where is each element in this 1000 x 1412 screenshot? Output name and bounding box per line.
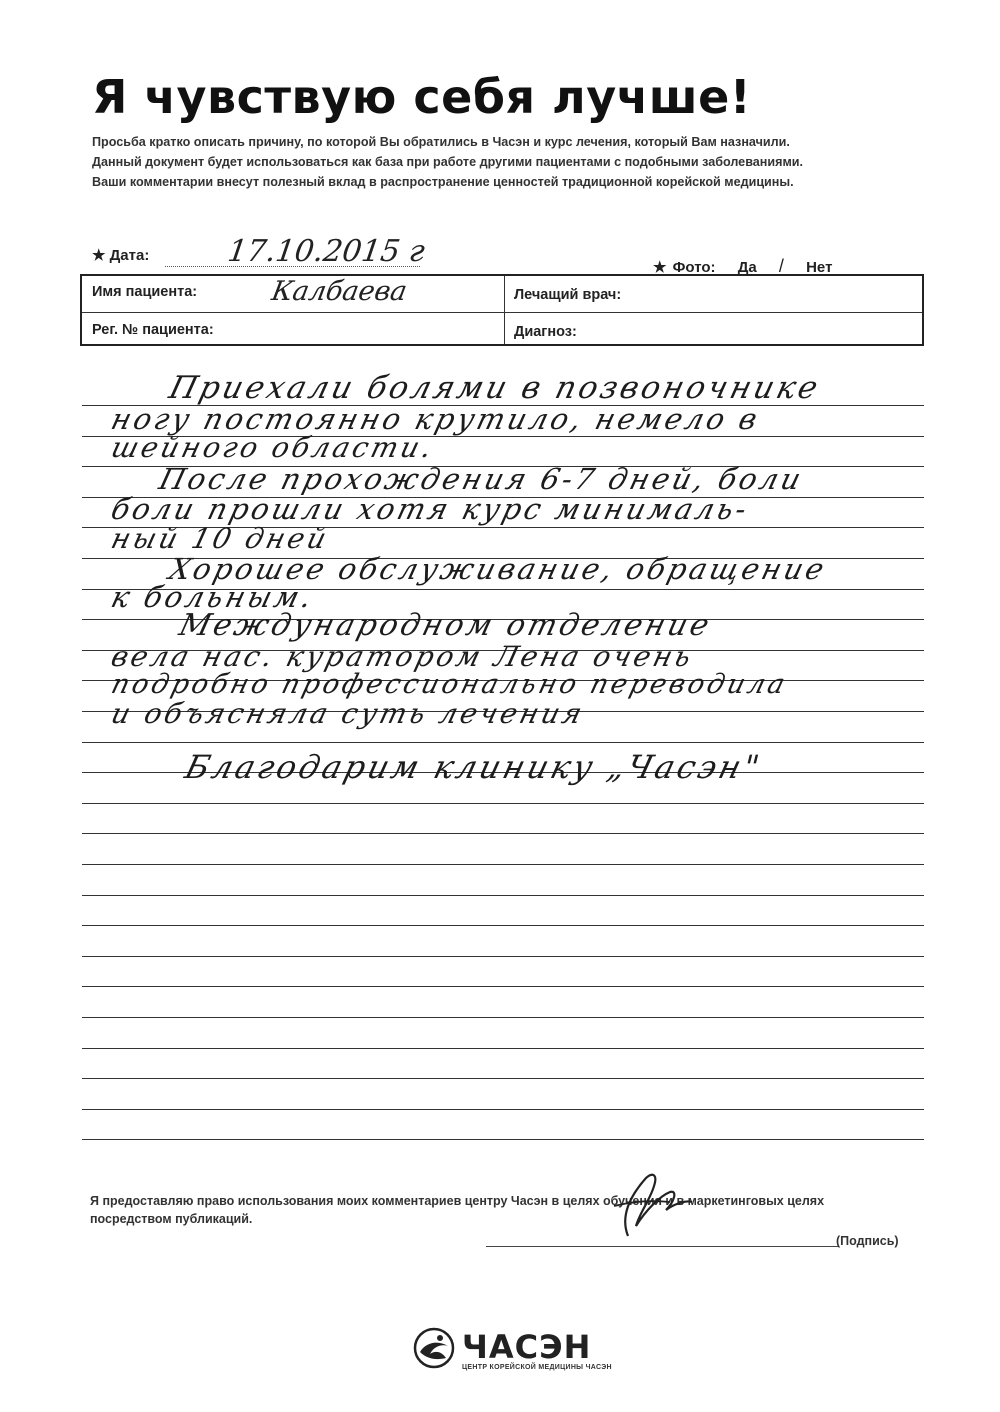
ruled-line	[82, 895, 924, 896]
consent-line: Я предоставляю право использования моих комментариев центру Часэн в целях обучения и в маркетинговых целях	[90, 1194, 825, 1208]
review-line: боли прошли хотя курс минималь-	[107, 492, 754, 526]
patient-info-table	[80, 274, 924, 346]
table-divider	[504, 276, 505, 344]
patient-name-value: Калбаева	[269, 276, 410, 307]
ruled-line	[82, 1078, 924, 1079]
diagnosis-label: Диагноз:	[514, 324, 577, 340]
photo-separator: /	[778, 256, 784, 276]
table-divider	[82, 312, 922, 313]
ruled-line	[82, 742, 924, 743]
star-icon: ★	[653, 259, 667, 276]
ruled-line	[82, 1017, 924, 1018]
review-line: подробно профессионально переводила	[108, 669, 791, 700]
logo-subtitle: ЦЕНТР КОРЕЙСКОЙ МЕДИЦИНЫ ЧАСЭН	[462, 1364, 612, 1371]
ruled-line	[82, 925, 924, 926]
intro-line: Данный документ будет использоваться как база при работе другими пациентами с подобными заболеваниями.	[92, 155, 804, 169]
chasen-logo-icon	[412, 1326, 456, 1370]
ruled-line	[82, 1109, 924, 1110]
intro-text	[92, 132, 942, 192]
photo-label: Фото:	[672, 259, 716, 276]
ruled-line	[82, 1048, 924, 1049]
ruled-line	[82, 803, 924, 804]
intro-line: Ваши комментарии внесут полезный вклад в распространение ценностей традиционной корейской медицины.	[92, 175, 794, 189]
review-line: Благодарим клинику „Часэн"	[181, 748, 766, 786]
review-line: Международном отделение	[175, 608, 716, 643]
photo-yes-option[interactable]: Да	[737, 259, 757, 276]
date-field	[92, 246, 149, 264]
ruled-line	[82, 833, 924, 834]
star-icon: ★	[92, 247, 106, 264]
review-line: После прохождения 6-7 дней, боли	[155, 462, 808, 496]
review-line: и объясняла суть лечения	[107, 697, 589, 730]
doctor-label: Лечащий врач:	[514, 287, 622, 303]
logo-name: ЧАСЭН	[462, 1328, 592, 1366]
review-line: вела нас. куратором Лена очень	[107, 640, 698, 673]
signature-label: (Подпись)	[836, 1234, 899, 1248]
review-line: к больным.	[107, 580, 319, 614]
patient-name-label: Имя пациента:	[92, 284, 198, 300]
consent-line: посредством публикаций.	[90, 1212, 253, 1226]
signature-line	[486, 1246, 838, 1247]
ruled-line	[82, 1139, 924, 1140]
review-line: ный 10 дней	[107, 522, 333, 555]
review-line: шейного области.	[107, 431, 439, 464]
date-label: Дата:	[109, 247, 150, 264]
page-title: Я чувствую себя лучше!	[92, 70, 752, 124]
reg-number-label: Рег. № пациента:	[92, 322, 214, 338]
ruled-line	[82, 864, 924, 865]
review-line: Приехали болями в позвоночнике	[165, 370, 825, 406]
ruled-line	[82, 986, 924, 987]
intro-line: Просьба кратко описать причину, по которой Вы обратились в Часэн и курс лечения, который Вам назначили.	[92, 135, 790, 149]
review-line: Хорошее обслуживание, обращение	[165, 552, 831, 586]
date-value: 17.10.2015 г	[225, 234, 427, 269]
review-line: ногу постоянно крутило, немело в	[107, 402, 764, 436]
ruled-line	[82, 956, 924, 957]
signature-mark	[600, 1166, 710, 1246]
consent-text	[90, 1192, 930, 1228]
photo-no-option[interactable]: Нет	[806, 259, 833, 276]
